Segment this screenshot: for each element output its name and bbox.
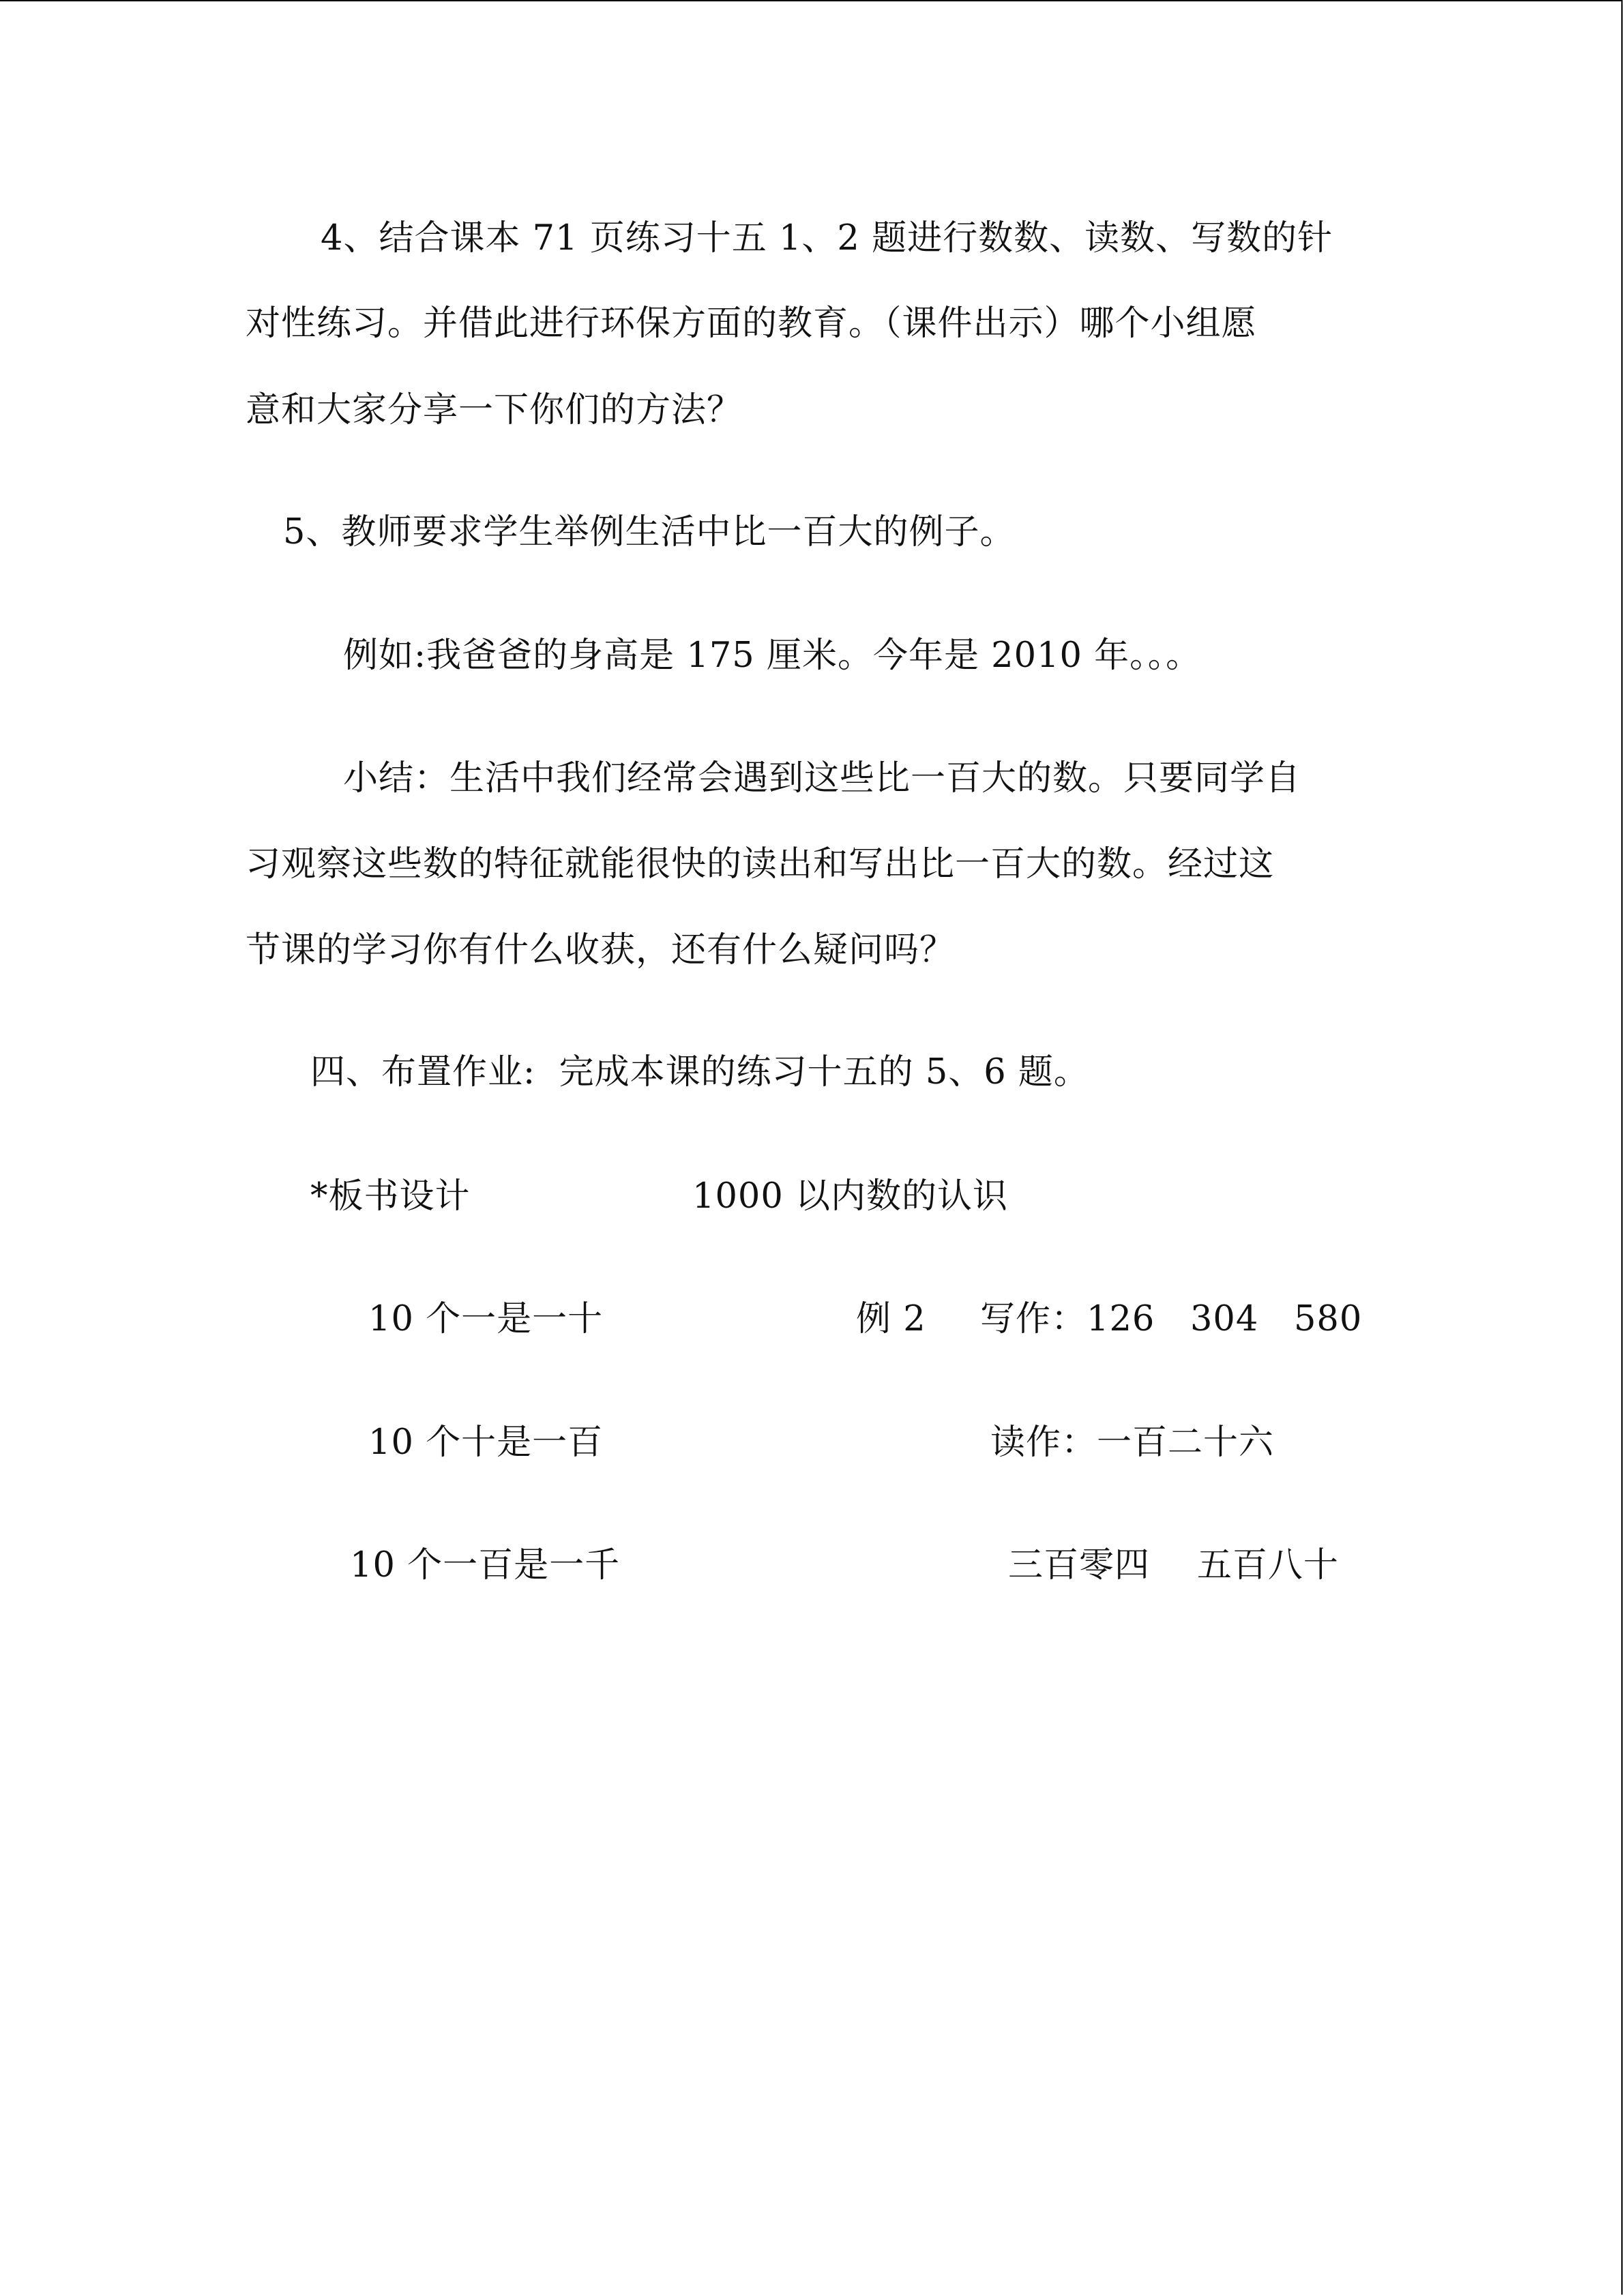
summary-line-3: 节课的学习你有什么收获，还有什么疑问吗？ xyxy=(246,930,956,970)
board-read-label: 读作：一百二十六 xyxy=(990,1422,1275,1463)
homework-line: 四、布置作业: 完成本课的练习十五的 5、6 题。 xyxy=(310,1052,1089,1092)
item-4-line-1: 4、结合课本 71 页练习十五 1、2 题进行数数、读数、写数的针 xyxy=(321,218,1333,258)
board-example-label: 例 2 xyxy=(856,1299,926,1339)
example-line: 例如:我爸爸的身高是 175 厘米。今年是 2010 年。。。 xyxy=(343,636,1202,676)
board-left-line-3: 10 个一百是一千 xyxy=(350,1545,621,1585)
board-left-line-2: 10 个十是一百 xyxy=(368,1422,604,1463)
summary-line-1: 小结：生活中我们经常会遇到这些比一百大的数。只要同学自 xyxy=(343,758,1301,799)
summary-line-2: 习观察这些数的特征就能很快的读出和写出比一百大的数。经过这 xyxy=(246,844,1275,884)
board-left-line-1: 10 个一是一十 xyxy=(368,1299,604,1339)
board-read-rest: 三百零四 五百八十 xyxy=(1008,1545,1339,1585)
item-4-line-2: 对性练习。并借此进行环保方面的教育。（课件出示）哪个小组愿 xyxy=(246,303,1257,344)
board-design-title: 1000 以内数的认识 xyxy=(692,1176,1009,1217)
item-5-line: 5、教师要求学生举例生活中比一百大的例子。 xyxy=(283,512,1016,552)
board-design-label: *板书设计 xyxy=(310,1176,471,1217)
board-write-label: 写作：126 304 580 xyxy=(980,1299,1363,1339)
item-4-line-3: 意和大家分享一下你们的方法？ xyxy=(246,390,743,430)
